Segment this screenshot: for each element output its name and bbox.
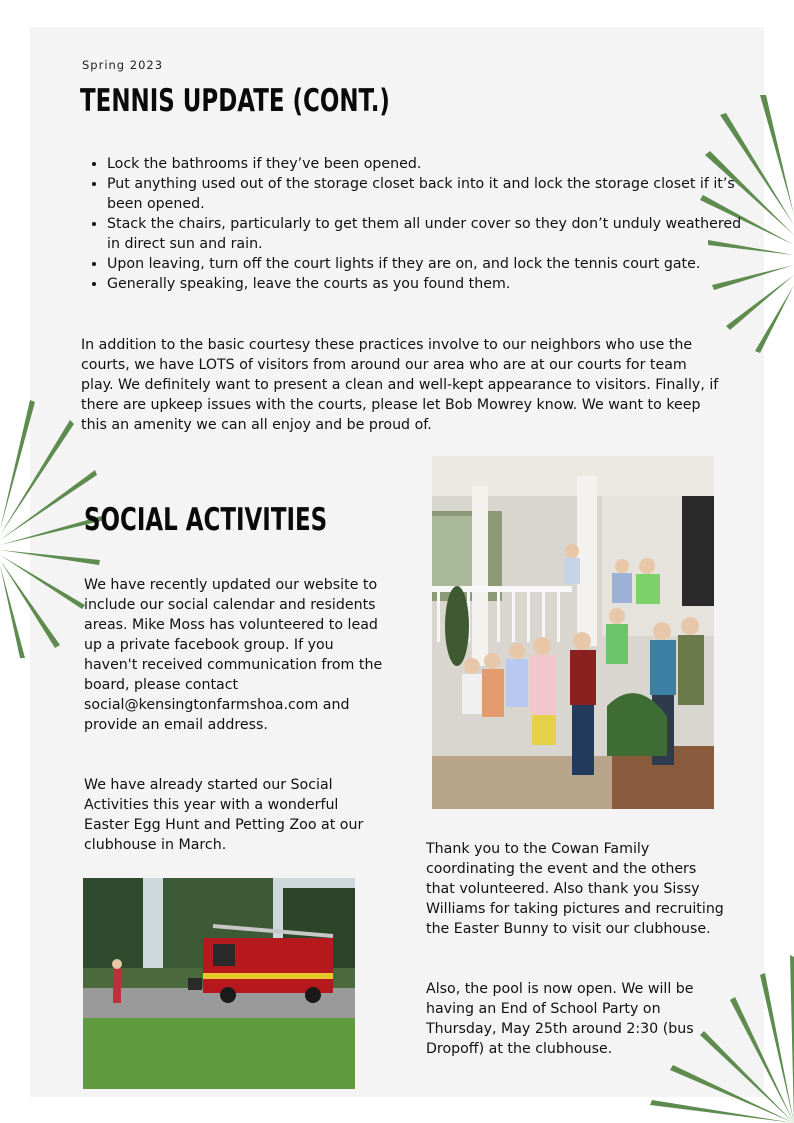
page-title: TENNIS UPDATE (CONT.) [80,83,390,119]
social-paragraph-easter: We have already started our Social Activities this year with a wonderful Easter Egg Hunt and Petting Zoo at our clubhouse in March. [84,777,364,853]
tennis-paragraph: In addition to the basic courtesy these practices involve to our neighbors who use the courts, we have LOTS of visitors from around our area who are at our courts for team play. We definitely want to present a clean and well-kept appearance to visitors. Finally, if there are upkeep issues with the courts, please let Bob Mowrey know. We want to keep this an amenity we can all enjoy and be proud of. [81,337,719,433]
tennis-rules-list [88,154,747,294]
section-title: SOCIAL ACTIVITIES [84,502,328,538]
list-item: • Stack the chairs, particularly to get them all under cover so they don’t unduly weathered in direct sun and rain. [107,214,747,254]
issue-season: Spring 2023 [82,58,164,72]
easter-event-photo [432,456,714,809]
list-item: • Upon leaving, turn off the court lights if they are on, and lock the tennis court gate. [107,254,747,274]
social-paragraph-website: We have recently updated our website to include our social calendar and residents areas. Mike Moss has volunteered to lead up a private facebook group. If you haven't received communication from the board, please contact social@kensingtonfarmshoa.com and provide an email address. [84,577,383,733]
thanks-paragraph: Thank you to the Cowan Family coordinating the event and the others that volunteered. Also thank you Sissy Williams for taking pictures and recruiting the Easter Bunny to visit our clubhouse. [426,841,724,937]
fire-truck-photo [83,878,355,1089]
list-item: • Lock the bathrooms if they’ve been opened. [107,154,747,174]
list-item: • Put anything used out of the storage closet back into it and lock the storage closet if it’s been opened. [107,174,747,214]
pool-paragraph: Also, the pool is now open. We will be having an End of School Party on Thursday, May 25th around 2:30 (bus Dropoff) at the clubhouse. [426,981,694,1057]
list-item: • Generally speaking, leave the courts as you found them. [107,274,747,294]
